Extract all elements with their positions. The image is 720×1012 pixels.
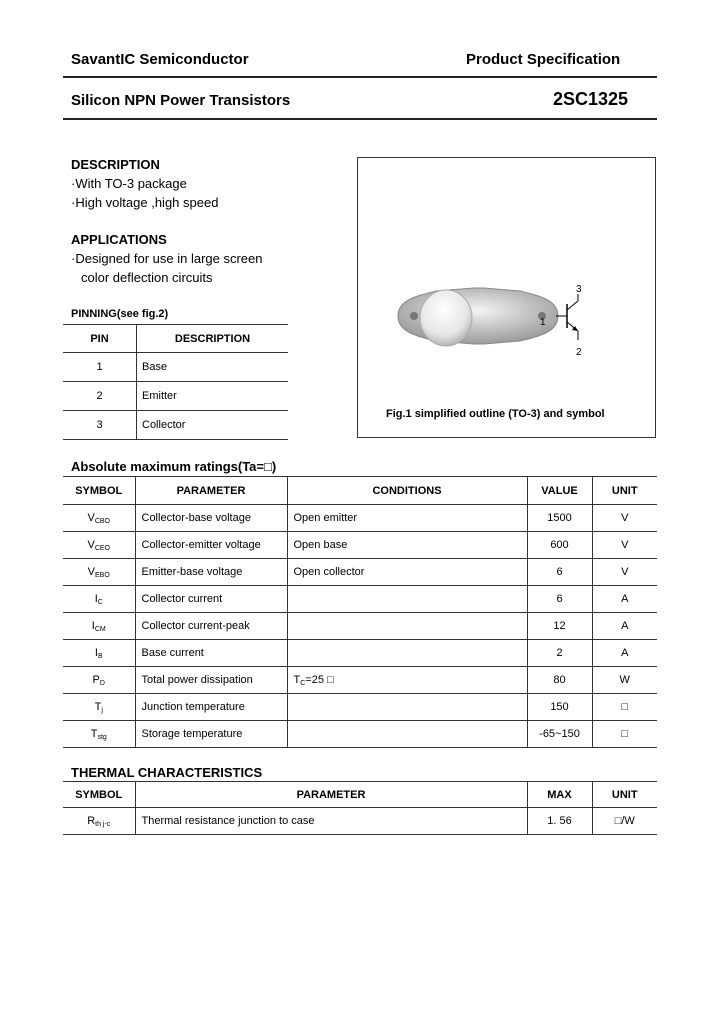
parameter-cell: Emitter-base voltage (135, 559, 287, 586)
symbol-label-collector: 3 (576, 284, 582, 295)
abs-max-header-row (63, 477, 657, 505)
symbol-cell: $I_C$ (63, 586, 135, 613)
unit-cell: A (592, 613, 657, 640)
value-cell: 6 (527, 586, 592, 613)
thermal-table (63, 781, 657, 835)
table-row (63, 667, 657, 694)
max-cell: 1. 56 (527, 808, 592, 835)
table-row (63, 382, 288, 411)
figure-box (357, 157, 656, 438)
conditions-cell: Open base (287, 532, 527, 559)
symbol-header: SYMBOL (63, 782, 135, 808)
pin-description-header: DESCRIPTION (137, 325, 289, 353)
symbol-cell: $V_{CEO}$ (63, 532, 135, 559)
conditions-cell (287, 721, 527, 748)
value-cell: 6 (527, 559, 592, 586)
pin-description: Collector (137, 411, 289, 440)
table-row (63, 411, 288, 440)
conditions-cell: $T_C=25$ □ (287, 667, 527, 694)
parameter-cell: Collector-emitter voltage (135, 532, 287, 559)
table-row (63, 613, 657, 640)
pinning-header-row (63, 325, 288, 353)
value-cell: 150 (527, 694, 592, 721)
unit-cell: A (592, 640, 657, 667)
parameter-cell: Storage temperature (135, 721, 287, 748)
unit-cell: □ (592, 721, 657, 748)
value-cell: 80 (527, 667, 592, 694)
pin-description: Base (137, 353, 289, 382)
unit-header: UNIT (592, 782, 657, 808)
symbol-label-emitter: 2 (576, 347, 582, 358)
symbol-cell: $V_{EBO}$ (63, 559, 135, 586)
value-cell: 2 (527, 640, 592, 667)
parameter-header: PARAMETER (135, 477, 287, 505)
symbol-cell: $T_{stg}$ (63, 721, 135, 748)
table-row (63, 640, 657, 667)
spec-title: Product Specification (466, 51, 621, 68)
product-line: Silicon NPN Power Transistors (71, 92, 291, 109)
unit-cell: V (592, 505, 657, 532)
conditions-cell (287, 694, 527, 721)
pinning-table (63, 324, 288, 440)
parameter-cell: Thermal resistance junction to case (135, 808, 527, 835)
applications-line: ·Designed for use in large screen (71, 251, 263, 266)
parameter-cell: Junction temperature (135, 694, 287, 721)
value-cell: 600 (527, 532, 592, 559)
parameter-header: PARAMETER (135, 782, 527, 808)
abs-max-title: Absolute maximum ratings(Ta=□) (71, 459, 277, 474)
parameter-cell: Collector current-peak (135, 613, 287, 640)
figure-caption: Fig.1 simplified outline (TO-3) and symbol (386, 408, 605, 420)
header-rule-bottom (63, 118, 657, 120)
table-row (63, 559, 657, 586)
header-rule-top (63, 76, 657, 78)
conditions-cell: Open emitter (287, 505, 527, 532)
symbol-cell: $I_B$ (63, 640, 135, 667)
parameter-cell: Total power dissipation (135, 667, 287, 694)
symbol-cell: $V_{CBO}$ (63, 505, 135, 532)
part-number: 2SC1325 (553, 89, 629, 109)
table-row (63, 353, 288, 382)
thermal-title: THERMAL CHARACTERISTICS (71, 765, 263, 780)
max-header: MAX (527, 782, 592, 808)
pin-number: 3 (63, 411, 137, 440)
pin-description: Emitter (137, 382, 289, 411)
symbol-cell: $R_{th j-c}$ (63, 808, 135, 835)
symbol-cell: $P_D$ (63, 667, 135, 694)
abs-max-table (63, 476, 657, 748)
unit-cell: □ (592, 694, 657, 721)
unit-cell: A (592, 586, 657, 613)
symbol-cell: $I_{CM}$ (63, 613, 135, 640)
unit-cell: □/W (592, 808, 657, 835)
table-row (63, 586, 657, 613)
table-row (63, 505, 657, 532)
conditions-cell (287, 640, 527, 667)
thermal-header-row (63, 782, 657, 808)
table-row (63, 532, 657, 559)
parameter-cell: Base current (135, 640, 287, 667)
pinning-title: PINNING(see fig.2) (71, 308, 169, 320)
pin-header: PIN (63, 325, 137, 353)
table-row (63, 808, 657, 835)
description-title: DESCRIPTION (71, 157, 160, 172)
conditions-cell (287, 586, 527, 613)
applications-line: color deflection circuits (81, 270, 213, 285)
parameter-cell: Collector-base voltage (135, 505, 287, 532)
conditions-cell: Open collector (287, 559, 527, 586)
unit-cell: V (592, 559, 657, 586)
description-item: ·With TO-3 package (71, 176, 187, 191)
conditions-header: CONDITIONS (287, 477, 527, 505)
pin-number: 1 (63, 353, 137, 382)
symbol-header: SYMBOL (63, 477, 135, 505)
description-item: ·High voltage ,high speed (71, 195, 219, 210)
company-name: SavantIC Semiconductor (71, 51, 249, 68)
applications-title: APPLICATIONS (71, 232, 167, 247)
value-cell: -65~150 (527, 721, 592, 748)
value-cell: 1500 (527, 505, 592, 532)
transistor-symbol (358, 158, 655, 398)
table-row (63, 721, 657, 748)
value-cell: 12 (527, 613, 592, 640)
parameter-cell: Collector current (135, 586, 287, 613)
conditions-cell (287, 613, 527, 640)
symbol-label-base: 1 (540, 317, 546, 328)
unit-cell: V (592, 532, 657, 559)
value-header: VALUE (527, 477, 592, 505)
table-row (63, 694, 657, 721)
pin-number: 2 (63, 382, 137, 411)
unit-cell: W (592, 667, 657, 694)
symbol-cell: $T_j$ (63, 694, 135, 721)
unit-header: UNIT (592, 477, 657, 505)
